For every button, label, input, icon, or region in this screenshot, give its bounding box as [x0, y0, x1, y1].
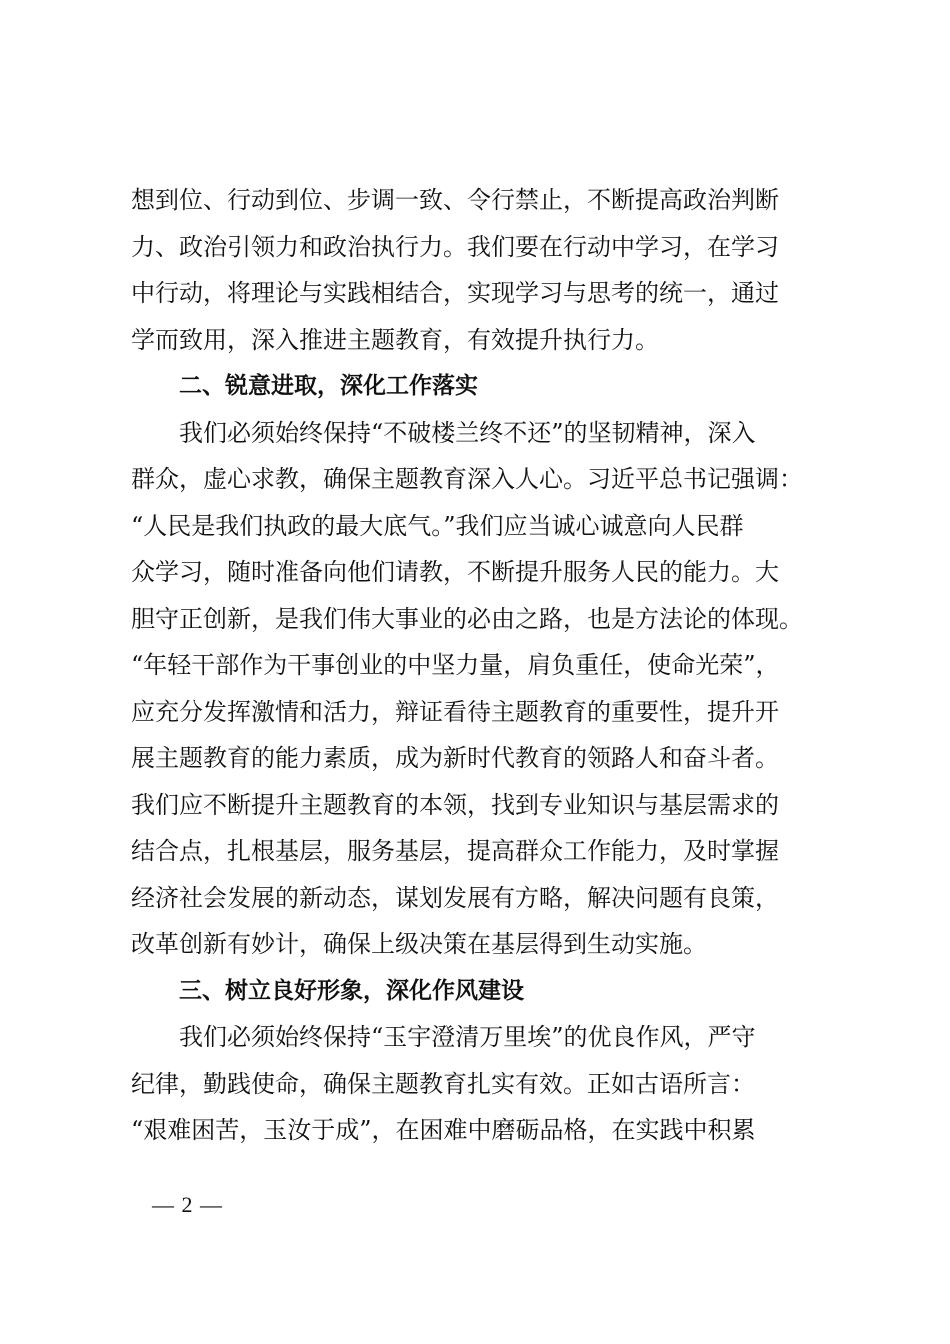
document-body: [131, 177, 851, 1154]
text-line: 结合点，扎根基层，服务基层，提高群众工作能力，及时掌握: [131, 837, 779, 865]
section-three: [131, 968, 851, 1154]
text-line: 应充分发挥激情和活力，辩证看待主题教育的重要性，提升开: [131, 697, 779, 726]
section-heading: 二、锐意进取，深化工作落实: [179, 373, 478, 399]
text-line: 展主题教育的能力素质，成为新时代教育的领路人和奋斗者。: [131, 744, 779, 772]
text-line: 学而致用，深入推进主题教育，有效提升执行力。: [131, 325, 659, 354]
section-two: [131, 363, 851, 968]
text-line: 纪律，勤践使命，确保主题教育扎实有效。正如古语所言：: [131, 1069, 755, 1098]
section-heading: 三、树立良好形象，深化作风建设: [179, 977, 524, 1004]
text-line: 力、政治引领力和政治执行力。我们要在行动中学习，在学习: [131, 232, 779, 261]
text-line: 我们应不断提升主题教育的本领，找到专业知识与基层需求的: [131, 790, 779, 819]
text-line: “人民是我们执政的最大底气。”我们应当诚心诚意向人民群: [131, 511, 744, 540]
text-line: 群众，虚心求教，确保主题教育深入人心。习近平总书记强调：: [131, 465, 803, 493]
text-line: 我们必须始终保持“玉宇澄清万里埃”的优良作风，严守: [179, 1023, 756, 1051]
paragraph-continued: [131, 177, 851, 363]
text-line: “年轻干部作为干事创业的中坚力量，肩负重任，使命光荣”，: [131, 651, 780, 679]
text-line: 众学习，随时准备向他们请教，不断提升服务人民的能力。大: [131, 558, 779, 586]
text-line: 经济社会发展的新动态，谋划发展有方略，解决问题有良策，: [131, 883, 779, 912]
text-line: “艰难困苦，玉汝于成”，在困难中磨砺品格，在实践中积累: [131, 1116, 756, 1144]
text-line: 胆守正创新，是我们伟大事业的必由之路，也是方法论的体现。: [131, 604, 803, 633]
text-line: 想到位、行动到位、步调一致、令行禁止，不断提高政治判断: [131, 186, 779, 214]
text-line: 我们必须始终保持“不破楼兰终不还”的坚韧精神，深入: [179, 418, 756, 447]
text-line: 中行动，将理论与实践相结合，实现学习与思考的统一，通过: [131, 279, 779, 307]
page-number: — 2 —: [152, 1192, 223, 1217]
text-line: 改革创新有妙计，确保上级决策在基层得到生动实施。: [131, 930, 707, 958]
